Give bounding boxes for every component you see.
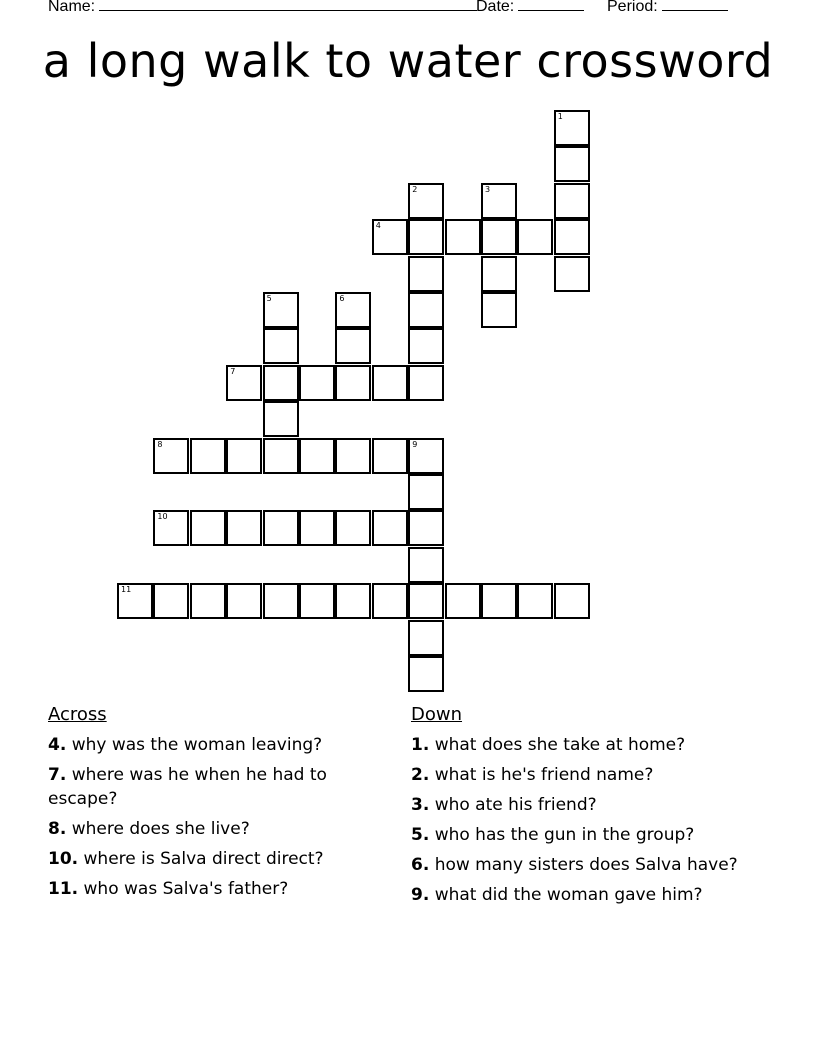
clue-text: where is Salva direct direct?	[83, 849, 324, 869]
crossword-cell[interactable]	[335, 292, 371, 328]
crossword-cell[interactable]	[372, 510, 408, 546]
crossword-cell[interactable]	[372, 438, 408, 474]
crossword-cell[interactable]	[190, 510, 226, 546]
crossword-cell[interactable]	[554, 256, 590, 292]
cell-number: 8	[157, 439, 163, 449]
crossword-cell[interactable]	[481, 183, 517, 219]
clue-number: 7.	[48, 765, 67, 785]
crossword-cell[interactable]	[481, 219, 517, 255]
clue-text: how many sisters does Salva have?	[434, 855, 738, 875]
crossword-cell[interactable]	[372, 365, 408, 401]
crossword-cell[interactable]	[481, 292, 517, 328]
crossword-cell[interactable]	[263, 365, 299, 401]
clue-text: where was he when he had to escape?	[48, 765, 327, 809]
crossword-cell[interactable]	[408, 583, 444, 619]
name-line	[99, 0, 477, 11]
crossword-cell[interactable]	[335, 510, 371, 546]
crossword-cell[interactable]	[372, 219, 408, 255]
down-clue	[411, 883, 741, 907]
clue-text: where does she live?	[71, 819, 250, 839]
crossword-cell[interactable]	[263, 292, 299, 328]
clue-number: 1.	[411, 735, 430, 755]
clue-number: 9.	[411, 885, 430, 905]
crossword-cell[interactable]	[408, 292, 444, 328]
crossword-cell[interactable]	[408, 656, 444, 692]
clue-number: 3.	[411, 795, 430, 815]
cell-number: 1	[557, 112, 563, 121]
crossword-cell[interactable]	[554, 110, 590, 146]
crossword-cell[interactable]	[554, 219, 590, 255]
crossword-cell[interactable]	[335, 583, 371, 619]
across-heading: Across	[48, 704, 107, 725]
cell-number: 4	[375, 221, 381, 231]
down-clues	[411, 703, 741, 913]
crossword-cell[interactable]	[554, 183, 590, 219]
crossword-cell[interactable]	[190, 583, 226, 619]
clue-number: 11.	[48, 879, 79, 899]
down-clue	[411, 793, 741, 817]
cell-number: 7	[230, 366, 236, 376]
date-label: Date:	[476, 0, 515, 15]
crossword-cell[interactable]	[408, 183, 444, 219]
across-clues	[48, 703, 378, 907]
page-title: a long walk to water crossword	[42, 34, 774, 88]
down-heading: Down	[411, 704, 463, 725]
date-field[interactable]	[476, 0, 584, 16]
down-clue	[411, 853, 741, 877]
crossword-cell[interactable]	[517, 219, 553, 255]
across-clue	[48, 763, 378, 811]
crossword-cell[interactable]	[153, 510, 189, 546]
cell-number: 3	[485, 184, 491, 194]
crossword-cell[interactable]	[408, 510, 444, 546]
down-clue	[411, 823, 741, 847]
crossword-cell[interactable]	[408, 474, 444, 510]
crossword-cell[interactable]	[263, 328, 299, 364]
date-line	[518, 0, 584, 11]
crossword-cell[interactable]	[299, 438, 335, 474]
crossword-cell[interactable]	[445, 583, 481, 619]
crossword-cell[interactable]	[481, 583, 517, 619]
clue-text: why was the woman leaving?	[71, 735, 323, 755]
crossword-cell[interactable]	[517, 583, 553, 619]
clue-number: 2.	[411, 765, 430, 785]
crossword-cell[interactable]	[226, 583, 262, 619]
crossword-cell[interactable]	[481, 256, 517, 292]
cell-number: 5	[266, 294, 272, 303]
name-field[interactable]	[48, 0, 477, 16]
crossword-cell[interactable]	[408, 256, 444, 292]
crossword-cell[interactable]	[408, 328, 444, 364]
clue-text: who ate his friend?	[434, 795, 597, 815]
crossword-cell[interactable]	[445, 219, 481, 255]
crossword-cell[interactable]	[117, 583, 153, 619]
clue-text: what did the woman gave him?	[434, 885, 703, 905]
clue-text: who has the gun in the group?	[434, 825, 695, 845]
clue-text: what does she take at home?	[434, 735, 686, 755]
crossword-cell[interactable]	[263, 510, 299, 546]
across-clue	[48, 877, 378, 901]
crossword-cell[interactable]	[335, 328, 371, 364]
crossword-cell[interactable]	[335, 438, 371, 474]
crossword-cell[interactable]	[372, 583, 408, 619]
crossword-cell[interactable]	[408, 365, 444, 401]
down-clue	[411, 763, 741, 787]
crossword-cell[interactable]	[153, 583, 189, 619]
down-clue	[411, 733, 741, 757]
clue-number: 8.	[48, 819, 67, 839]
crossword-cell[interactable]	[554, 146, 590, 182]
crossword-cell[interactable]	[263, 401, 299, 437]
crossword-cell[interactable]	[226, 365, 262, 401]
crossword-cell[interactable]	[153, 438, 189, 474]
crossword-cell[interactable]	[408, 438, 444, 474]
crossword-cell[interactable]	[263, 583, 299, 619]
cell-number: 10	[157, 512, 168, 522]
clue-text: who was Salva's father?	[83, 879, 289, 899]
crossword-cell[interactable]	[299, 510, 335, 546]
cell-number: 2	[412, 184, 418, 194]
across-clue	[48, 733, 378, 757]
clue-text: what is he's friend name?	[434, 765, 654, 785]
crossword-cell[interactable]	[263, 438, 299, 474]
crossword-cell[interactable]	[408, 620, 444, 656]
crossword-cell[interactable]	[226, 510, 262, 546]
period-field[interactable]	[607, 0, 728, 16]
cell-number: 9	[412, 439, 418, 449]
clue-number: 10.	[48, 849, 79, 869]
cell-number: 11	[121, 585, 132, 595]
crossword-cell[interactable]	[408, 547, 444, 583]
crossword-cell[interactable]	[190, 438, 226, 474]
crossword-cell[interactable]	[554, 583, 590, 619]
across-clue	[48, 847, 378, 871]
crossword-cell[interactable]	[299, 583, 335, 619]
clue-number: 6.	[411, 855, 430, 875]
crossword-cell[interactable]	[335, 365, 371, 401]
crossword-cell[interactable]	[226, 438, 262, 474]
name-label: Name:	[48, 0, 96, 15]
crossword-cell[interactable]	[299, 365, 335, 401]
across-clue	[48, 817, 378, 841]
period-line	[662, 0, 728, 11]
clue-number: 5.	[411, 825, 430, 845]
clue-number: 4.	[48, 735, 67, 755]
crossword-cell[interactable]	[408, 219, 444, 255]
cell-number: 6	[339, 294, 345, 303]
period-label: Period:	[607, 0, 658, 15]
